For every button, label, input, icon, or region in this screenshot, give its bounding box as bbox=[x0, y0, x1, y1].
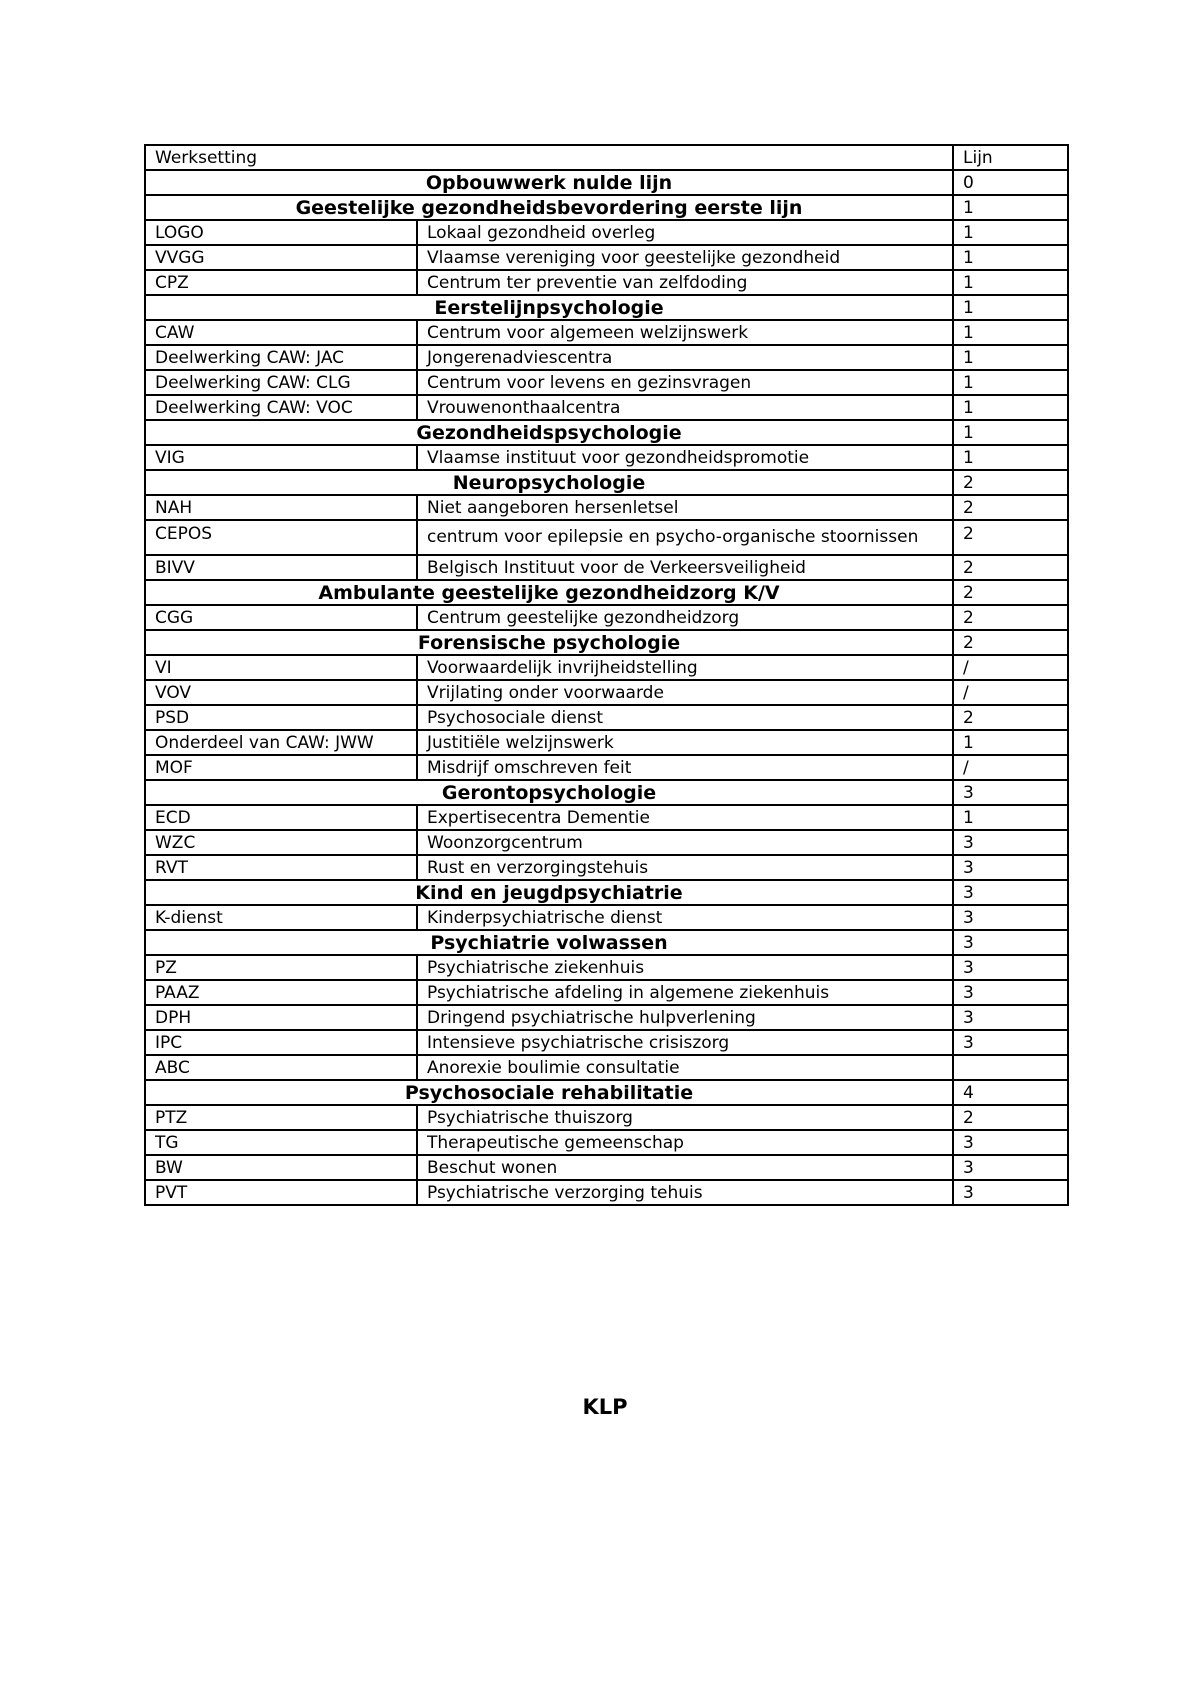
table-row bbox=[145, 905, 1068, 930]
abbreviation-cell: PZ bbox=[145, 955, 417, 980]
section-row bbox=[145, 170, 1068, 195]
lijn-cell: 1 bbox=[953, 295, 1068, 320]
table-row bbox=[145, 370, 1068, 395]
table-row bbox=[145, 955, 1068, 980]
description-cell: Centrum voor levens en gezinsvragen bbox=[417, 370, 953, 395]
abbreviation-cell: MOF bbox=[145, 755, 417, 780]
description-cell: Dringend psychiatrische hulpverlening bbox=[417, 1005, 953, 1030]
abbreviation-cell: RVT bbox=[145, 855, 417, 880]
table-row bbox=[145, 220, 1068, 245]
section-title: Gezondheidspsychologie bbox=[145, 420, 953, 445]
description-cell: Therapeutische gemeenschap bbox=[417, 1130, 953, 1155]
description-cell: Voorwaardelijk invrijheidstelling bbox=[417, 655, 953, 680]
section-title: Gerontopsychologie bbox=[145, 780, 953, 805]
description-cell: Vrouwenonthaalcentra bbox=[417, 395, 953, 420]
table-row bbox=[145, 705, 1068, 730]
lijn-cell: 3 bbox=[953, 1130, 1068, 1155]
lijn-cell: 1 bbox=[953, 320, 1068, 345]
lijn-cell: / bbox=[953, 680, 1068, 705]
description-cell: Woonzorgcentrum bbox=[417, 830, 953, 855]
abbreviation-cell: WZC bbox=[145, 830, 417, 855]
table-row bbox=[145, 1055, 1068, 1080]
lijn-cell: 2 bbox=[953, 520, 1068, 555]
table-row bbox=[145, 830, 1068, 855]
abbreviation-cell: ABC bbox=[145, 1055, 417, 1080]
section-title: Neuropsychologie bbox=[145, 470, 953, 495]
table-row bbox=[145, 520, 1068, 555]
description-cell: Lokaal gezondheid overleg bbox=[417, 220, 953, 245]
description-cell: Justitiële welzijnswerk bbox=[417, 730, 953, 755]
abbreviation-cell: TG bbox=[145, 1130, 417, 1155]
table-row bbox=[145, 730, 1068, 755]
lijn-cell: 1 bbox=[953, 195, 1068, 220]
table-row bbox=[145, 1180, 1068, 1205]
abbreviation-cell: CPZ bbox=[145, 270, 417, 295]
lijn-cell: 2 bbox=[953, 495, 1068, 520]
section-row bbox=[145, 580, 1068, 605]
lijn-cell: 1 bbox=[953, 370, 1068, 395]
section-row bbox=[145, 930, 1068, 955]
abbreviation-cell: Deelwerking CAW: CLG bbox=[145, 370, 417, 395]
description-cell: Rust en verzorgingstehuis bbox=[417, 855, 953, 880]
abbreviation-cell: PVT bbox=[145, 1180, 417, 1205]
description-cell: Psychosociale dienst bbox=[417, 705, 953, 730]
abbreviation-cell: Deelwerking CAW: JAC bbox=[145, 345, 417, 370]
table-row bbox=[145, 655, 1068, 680]
lijn-cell: 3 bbox=[953, 980, 1068, 1005]
table-row bbox=[145, 805, 1068, 830]
lijn-cell: 1 bbox=[953, 420, 1068, 445]
lijn-cell: 3 bbox=[953, 1005, 1068, 1030]
table-row bbox=[145, 605, 1068, 630]
description-cell: Psychiatrische ziekenhuis bbox=[417, 955, 953, 980]
section-row bbox=[145, 880, 1068, 905]
abbreviation-cell: LOGO bbox=[145, 220, 417, 245]
lijn-cell: 1 bbox=[953, 445, 1068, 470]
lijn-cell: 2 bbox=[953, 605, 1068, 630]
table-row bbox=[145, 980, 1068, 1005]
lijn-cell bbox=[953, 1055, 1068, 1080]
section-row bbox=[145, 420, 1068, 445]
lijn-cell: 3 bbox=[953, 830, 1068, 855]
table-row bbox=[145, 495, 1068, 520]
description-cell: Centrum geestelijke gezondheidzorg bbox=[417, 605, 953, 630]
abbreviation-cell: CGG bbox=[145, 605, 417, 630]
abbreviation-cell: BIVV bbox=[145, 555, 417, 580]
header-werksetting: Werksetting bbox=[145, 145, 953, 170]
table-row bbox=[145, 1105, 1068, 1130]
lijn-cell: 1 bbox=[953, 730, 1068, 755]
lijn-cell: 1 bbox=[953, 270, 1068, 295]
description-cell: Jongerenadviescentra bbox=[417, 345, 953, 370]
section-row bbox=[145, 1080, 1068, 1105]
abbreviation-cell: CAW bbox=[145, 320, 417, 345]
table-row bbox=[145, 680, 1068, 705]
lijn-cell: 2 bbox=[953, 555, 1068, 580]
section-row bbox=[145, 195, 1068, 220]
lijn-cell: 1 bbox=[953, 245, 1068, 270]
table-body bbox=[145, 145, 1068, 1205]
lijn-cell: 3 bbox=[953, 905, 1068, 930]
table-row bbox=[145, 755, 1068, 780]
section-row bbox=[145, 295, 1068, 320]
section-title: Forensische psychologie bbox=[145, 630, 953, 655]
lijn-cell: 0 bbox=[953, 170, 1068, 195]
abbreviation-cell: ECD bbox=[145, 805, 417, 830]
lijn-cell: 2 bbox=[953, 705, 1068, 730]
abbreviation-cell: Deelwerking CAW: VOC bbox=[145, 395, 417, 420]
abbreviation-cell: PAAZ bbox=[145, 980, 417, 1005]
table-row bbox=[145, 345, 1068, 370]
abbreviation-cell: DPH bbox=[145, 1005, 417, 1030]
description-cell: Niet aangeboren hersenletsel bbox=[417, 495, 953, 520]
table-row bbox=[145, 445, 1068, 470]
lijn-cell: / bbox=[953, 655, 1068, 680]
lijn-cell: 3 bbox=[953, 1030, 1068, 1055]
footer-label: KLP bbox=[582, 1395, 628, 1419]
abbreviation-cell: K-dienst bbox=[145, 905, 417, 930]
description-cell: Intensieve psychiatrische crisiszorg bbox=[417, 1030, 953, 1055]
section-title: Psychosociale rehabilitatie bbox=[145, 1080, 953, 1105]
description-cell: Vlaamse vereniging voor geestelijke gezondheid bbox=[417, 245, 953, 270]
description-cell: Beschut wonen bbox=[417, 1155, 953, 1180]
lijn-cell: 3 bbox=[953, 930, 1068, 955]
lijn-cell: 1 bbox=[953, 345, 1068, 370]
section-title: Opbouwwerk nulde lijn bbox=[145, 170, 953, 195]
section-row bbox=[145, 470, 1068, 495]
description-cell: Psychiatrische afdeling in algemene ziekenhuis bbox=[417, 980, 953, 1005]
table-row bbox=[145, 395, 1068, 420]
abbreviation-cell: BW bbox=[145, 1155, 417, 1180]
lijn-cell: 1 bbox=[953, 395, 1068, 420]
abbreviation-cell: NAH bbox=[145, 495, 417, 520]
abbreviation-cell: PTZ bbox=[145, 1105, 417, 1130]
section-row bbox=[145, 630, 1068, 655]
lijn-cell: 3 bbox=[953, 880, 1068, 905]
lijn-cell: 4 bbox=[953, 1080, 1068, 1105]
abbreviation-cell: PSD bbox=[145, 705, 417, 730]
table-row bbox=[145, 1005, 1068, 1030]
description-cell: Vlaamse instituut voor gezondheidspromotie bbox=[417, 445, 953, 470]
abbreviation-cell: CEPOS bbox=[145, 520, 417, 555]
lijn-cell: 2 bbox=[953, 630, 1068, 655]
werksetting-table bbox=[144, 144, 1069, 1206]
section-title: Psychiatrie volwassen bbox=[145, 930, 953, 955]
table-row bbox=[145, 320, 1068, 345]
abbreviation-cell: Onderdeel van CAW: JWW bbox=[145, 730, 417, 755]
lijn-cell: 2 bbox=[953, 1105, 1068, 1130]
description-cell: Centrum ter preventie van zelfdoding bbox=[417, 270, 953, 295]
lijn-cell: 3 bbox=[953, 1155, 1068, 1180]
section-title: Geestelijke gezondheidsbevordering eerste lijn bbox=[145, 195, 953, 220]
abbreviation-cell: VIG bbox=[145, 445, 417, 470]
table-row bbox=[145, 855, 1068, 880]
table-row bbox=[145, 245, 1068, 270]
lijn-cell: 3 bbox=[953, 1180, 1068, 1205]
description-cell: Anorexie boulimie consultatie bbox=[417, 1055, 953, 1080]
description-cell: Misdrijf omschreven feit bbox=[417, 755, 953, 780]
abbreviation-cell: VI bbox=[145, 655, 417, 680]
table-row bbox=[145, 1130, 1068, 1155]
abbreviation-cell: IPC bbox=[145, 1030, 417, 1055]
table-row bbox=[145, 1030, 1068, 1055]
table-row bbox=[145, 270, 1068, 295]
table-row bbox=[145, 555, 1068, 580]
lijn-cell: 1 bbox=[953, 805, 1068, 830]
lijn-cell: / bbox=[953, 755, 1068, 780]
lijn-cell: 3 bbox=[953, 780, 1068, 805]
description-cell: centrum voor epilepsie en psycho-organische stoornissen bbox=[417, 520, 953, 555]
lijn-cell: 3 bbox=[953, 855, 1068, 880]
lijn-cell: 2 bbox=[953, 470, 1068, 495]
header-lijn: Lijn bbox=[953, 145, 1068, 170]
description-cell: Kinderpsychiatrische dienst bbox=[417, 905, 953, 930]
lijn-cell: 3 bbox=[953, 955, 1068, 980]
description-cell: Vrijlating onder voorwaarde bbox=[417, 680, 953, 705]
section-title: Kind en jeugdpsychiatrie bbox=[145, 880, 953, 905]
table-header-row bbox=[145, 145, 1068, 170]
abbreviation-cell: VVGG bbox=[145, 245, 417, 270]
lijn-cell: 1 bbox=[953, 220, 1068, 245]
table-row bbox=[145, 1155, 1068, 1180]
section-title: Ambulante geestelijke gezondheidzorg K/V bbox=[145, 580, 953, 605]
section-row bbox=[145, 780, 1068, 805]
description-cell: Psychiatrische verzorging tehuis bbox=[417, 1180, 953, 1205]
lijn-cell: 2 bbox=[953, 580, 1068, 605]
section-title: Eerstelijnpsychologie bbox=[145, 295, 953, 320]
description-cell: Psychiatrische thuiszorg bbox=[417, 1105, 953, 1130]
abbreviation-cell: VOV bbox=[145, 680, 417, 705]
description-cell: Centrum voor algemeen welzijnswerk bbox=[417, 320, 953, 345]
description-cell: Expertisecentra Dementie bbox=[417, 805, 953, 830]
description-cell: Belgisch Instituut voor de Verkeersveiligheid bbox=[417, 555, 953, 580]
